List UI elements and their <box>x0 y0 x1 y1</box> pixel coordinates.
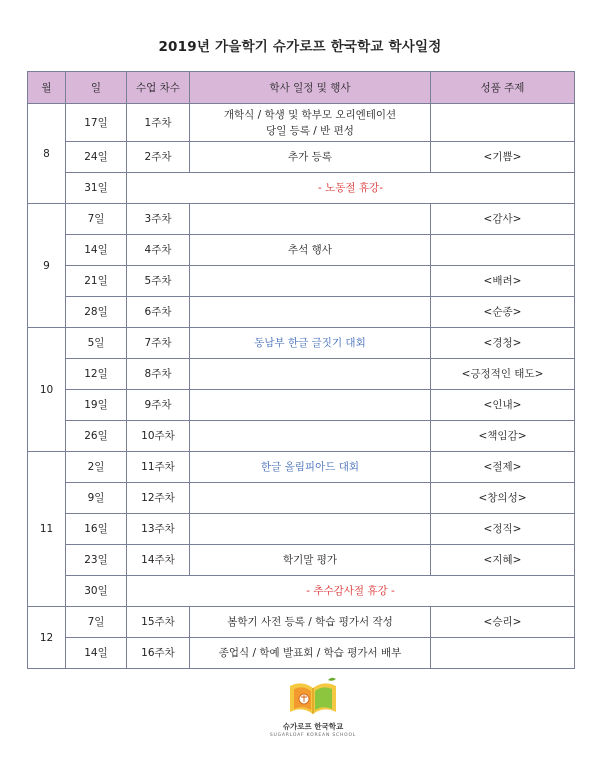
event-cell <box>190 297 431 328</box>
event-cell <box>190 514 431 545</box>
event-cell <box>190 204 431 235</box>
event-line: 개학식 / 학생 및 학부모 오리엔테이션 <box>223 108 397 121</box>
event-cell: 학기말 평가 <box>190 545 431 576</box>
table-row <box>28 142 575 173</box>
session-cell: 13주차 <box>127 514 190 545</box>
session-cell: 8주차 <box>127 359 190 390</box>
holiday-cell: - 노동절 휴강- <box>127 173 575 204</box>
day-cell: 9일 <box>66 483 127 514</box>
table-row <box>28 576 575 607</box>
header-theme: 성품 주제 <box>431 72 575 104</box>
header-day: 일 <box>66 72 127 104</box>
event-cell <box>190 483 431 514</box>
theme-cell: <경청> <box>431 328 575 359</box>
table-row <box>28 328 575 359</box>
table-row <box>28 266 575 297</box>
theme-cell: <책임감> <box>431 421 575 452</box>
theme-cell <box>431 104 575 142</box>
session-cell: 4주차 <box>127 235 190 266</box>
day-cell: 21일 <box>66 266 127 297</box>
month-cell: 12 <box>28 607 66 669</box>
schedule-table <box>27 71 575 669</box>
day-cell: 12일 <box>66 359 127 390</box>
event-cell <box>190 390 431 421</box>
day-cell: 23일 <box>66 545 127 576</box>
event-line: 당일 등록 / 반 편성 <box>266 124 354 137</box>
header-session: 수업 차수 <box>127 72 190 104</box>
event-cell: 한글 올림피아드 대회 <box>190 452 431 483</box>
event-cell: 추석 행사 <box>190 235 431 266</box>
event-cell <box>190 266 431 297</box>
table-row <box>28 104 575 142</box>
table-header-row <box>28 72 575 104</box>
session-cell: 15주차 <box>127 607 190 638</box>
theme-cell: <정직> <box>431 514 575 545</box>
table-row <box>28 638 575 669</box>
holiday-cell: - 추수감사절 휴강 - <box>127 576 575 607</box>
event-cell <box>190 359 431 390</box>
table-row <box>28 514 575 545</box>
table-row <box>28 421 575 452</box>
school-name: 슈가로프 한국학교 <box>282 722 344 731</box>
day-cell: 26일 <box>66 421 127 452</box>
month-cell: 10 <box>28 328 66 452</box>
day-cell: 7일 <box>66 204 127 235</box>
day-cell: 19일 <box>66 390 127 421</box>
session-cell: 7주차 <box>127 328 190 359</box>
event-cell <box>190 421 431 452</box>
session-cell: 10주차 <box>127 421 190 452</box>
month-cell: 11 <box>28 452 66 607</box>
table-row <box>28 359 575 390</box>
month-cell: 9 <box>28 204 66 328</box>
day-cell: 2일 <box>66 452 127 483</box>
session-cell: 1주차 <box>127 104 190 142</box>
table-row <box>28 483 575 514</box>
session-cell: 3주차 <box>127 204 190 235</box>
school-logo <box>282 676 344 758</box>
theme-cell: <긍정적인 태도> <box>431 359 575 390</box>
table-row <box>28 297 575 328</box>
theme-cell: <승리> <box>431 607 575 638</box>
day-cell: 31일 <box>66 173 127 204</box>
theme-cell: <감사> <box>431 204 575 235</box>
theme-cell: <인내> <box>431 390 575 421</box>
month-cell: 8 <box>28 104 66 204</box>
day-cell: 14일 <box>66 638 127 669</box>
session-cell: 16주차 <box>127 638 190 669</box>
day-cell: 5일 <box>66 328 127 359</box>
page-title: 2019년 가을학기 슈가로프 한국학교 학사일정 <box>158 39 442 55</box>
session-cell: 5주차 <box>127 266 190 297</box>
day-cell: 30일 <box>66 576 127 607</box>
theme-cell <box>431 235 575 266</box>
header-events: 학사 일정 및 행사 <box>190 72 431 104</box>
day-cell: 16일 <box>66 514 127 545</box>
event-cell: 종업식 / 학예 발표회 / 학습 평가서 배부 <box>190 638 431 669</box>
event-cell: 봄학기 사전 등록 / 학습 평가서 작성 <box>190 607 431 638</box>
table-row <box>28 452 575 483</box>
theme-cell: <기쁨> <box>431 142 575 173</box>
book-logo-icon <box>282 676 344 720</box>
theme-cell: <지혜> <box>431 545 575 576</box>
table-row <box>28 173 575 204</box>
theme-cell: <창의성> <box>431 483 575 514</box>
table-row <box>28 545 575 576</box>
day-cell: 17일 <box>66 104 127 142</box>
theme-cell: <배려> <box>431 266 575 297</box>
day-cell: 14일 <box>66 235 127 266</box>
day-cell: 24일 <box>66 142 127 173</box>
table-row <box>28 235 575 266</box>
session-cell: 9주차 <box>127 390 190 421</box>
day-cell: 7일 <box>66 607 127 638</box>
session-cell: 12주차 <box>127 483 190 514</box>
session-cell: 2주차 <box>127 142 190 173</box>
theme-cell <box>431 638 575 669</box>
header-month: 월 <box>28 72 66 104</box>
event-cell: 추가 등록 <box>190 142 431 173</box>
school-name-en: SUGARLOAF KOREAN SCHOOL <box>269 733 357 738</box>
session-cell: 11주차 <box>127 452 190 483</box>
table-row <box>28 607 575 638</box>
theme-cell: <순종> <box>431 297 575 328</box>
theme-cell: <절제> <box>431 452 575 483</box>
event-cell: 동남부 한글 글짓기 대회 <box>190 328 431 359</box>
session-cell: 6주차 <box>127 297 190 328</box>
day-cell: 28일 <box>66 297 127 328</box>
table-row <box>28 390 575 421</box>
table-row <box>28 204 575 235</box>
session-cell: 14주차 <box>127 545 190 576</box>
event-cell <box>190 104 431 142</box>
